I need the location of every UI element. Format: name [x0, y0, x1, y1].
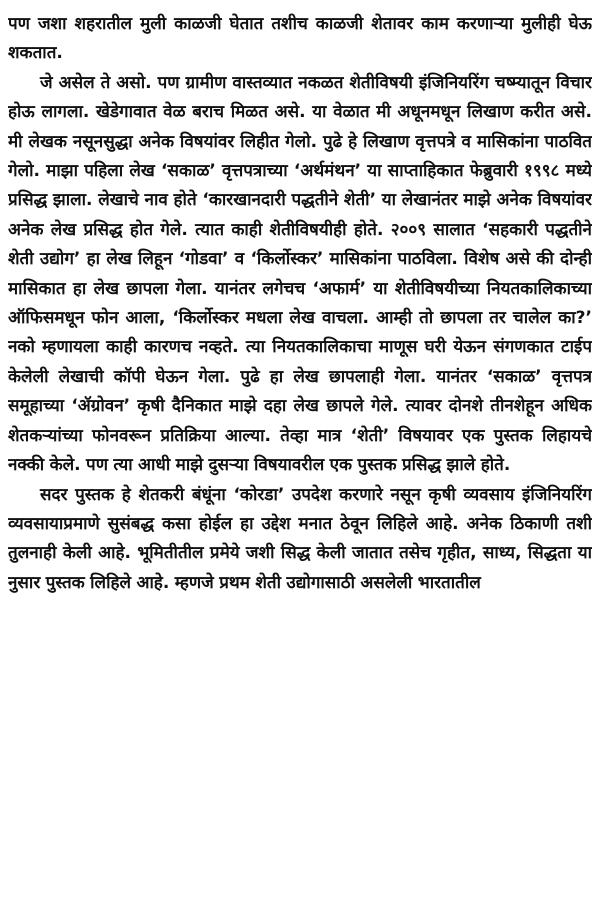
paragraph-book-purpose: सदर पुस्तक हे शेतकरी बंधूंना ‘कोरडा’ उपदेश करणारे नसून कृषी व्यवसाय इंजिनियरिंग व्यवसायाप्रमाणे सुसंबद्ध कसा होईल हा उद्देश मनात ठेवून लिहिले आहे. अनेक ठिकाणी तशी तुलनाही केली आहे. भूमितीतील प्रमेये जशी सिद्ध केली जातात तसेच गृहीत, साध्य, सिद्धता या नुसार पुस्तक लिहिले आहे. म्हणजे प्रथम शेती उद्योगासाठी असलेली भारतातील: [8, 484, 592, 593]
paragraph-writing-history: जे असेल ते असो. पण ग्रामीण वास्तव्यात नकळत शेतीविषयी इंजिनियरिंग चष्म्यातून विचार होऊ लागला. खेडेगावात वेळ बराच मिळत असे. या वेळात मी अधूनमधून लिखाण करीत असे. मी लेखक नसूनसुद्धा अनेक विषयांवर लिहीत गेलो. पुढे हे लिखाण वृत्तपत्रे व मासिकांना पाठवित गेलो. माझा पहिला लेख ‘सकाळ’ वृत्तपत्राच्या ‘अर्थमंथन’ या साप्ताहिकात फेब्रुवारी १९९८ मध्ये प्रसिद्ध झाला. लेखाचे नाव होते ‘कारखानदारी पद्धतीने शेती’ या लेखानंतर माझे अनेक विषयांवर अनेक लेख प्रसिद्ध होत गेले. त्यात काही शेतीविषयीही होते. २००९ सालात ‘सहकारी पद्धतीने शेती उद्योग’ हा लेख लिहून ‘गोडवा’ व ‘किर्लोस्कर’ मासिकांना पाठविला. विशेष असे की दोन्ही मासिकात हा लेख छापला गेला. यानंतर लगेचच ‘अफार्म’ या शेतीविषयीच्या नियतकालिकाच्या ऑफिसमधून फोन आला, ‘किर्लोस्कर मधला लेख वाचला. आम्ही तो छापला तर चालेल का?’ नको म्हणायला काही कारणच नव्हते. त्या नियतकालिकाचा माणूस घरी येऊन संगणकात टाईप केलेली लेखाची कॉपी घेऊन गेला. पुढे हा लेख छापलाही गेला. यानंतर ‘सकाळ’ वृत्तपत्र समूहाच्या ‘ॲग्रोवन’ कृषी दैनिकात माझे दहा लेख छापले गेले. त्यावर दोनशे तीनशेहून अधिक शेतकऱ्यांच्या फोनवरून प्रतिक्रिया आल्या. तेव्हा मात्र ‘शेती’ विषयावर एक पुस्तक लिहायचे नक्की केले. पण त्या आधी माझे दुसऱ्या विषयावरील एक पुस्तक प्रसिद्ध झाले होते.: [8, 72, 592, 476]
book-page: [8, 10, 592, 895]
paragraph-continuation: पण जशा शहरातील मुली काळजी घेतात तशीच काळजी शेतावर काम करणाऱ्या मुलीही घेऊ शकतात.: [8, 14, 592, 64]
